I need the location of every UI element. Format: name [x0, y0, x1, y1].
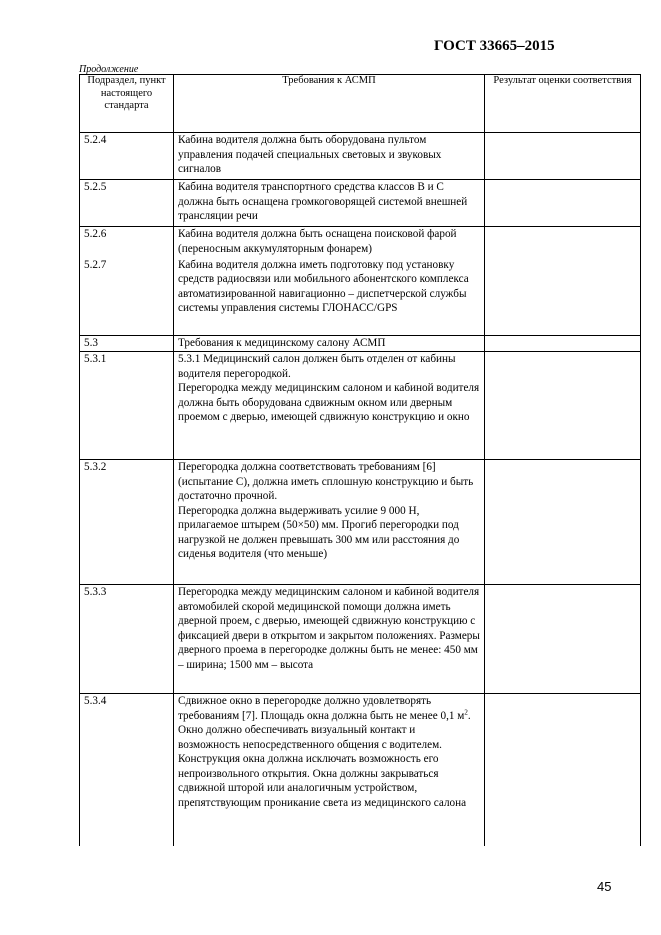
table-row — [80, 227, 641, 258]
table-header-row — [80, 75, 641, 133]
column-header-section: Подраздел, пункт настоящего стандарта — [80, 75, 174, 133]
row-text-part: . Окно должно обеспечивать визуальный контакт и возможность непосредственного общения с водителем. Конструкция окна должна исключать возможность его непроизвольного открытия. Окна должны закрываться сдвижной шторой или аналогичным устройством, препятствующим проникание света из медицинского салона — [178, 709, 471, 809]
row-result — [485, 258, 641, 336]
row-text: Кабина водителя транспортного средства классов В и С должна быть оснащена громкоговорящей системой внешней трансляции речи — [174, 180, 485, 227]
table-row — [80, 336, 641, 352]
row-text-content: 5.3.1 Медицинский салон должен быть отделен от кабины водителя перегородкой. Перегородка между медицинским салоном и кабиной водителя должна быть оборудована сдвижным окном или дверным проемом с дверью, имеющей сдвижную конструкцию и окно — [178, 353, 480, 423]
row-text: Перегородка должна соответствовать требованиям [6] (испытание С), должна иметь сплошную конструкцию и быть достаточно прочной. Перегородка должна выдерживать усилие 9 000 Н, прилагаемое штырем (50×50) мм. Прогиб перегородки под нагрузкой не должен превышать 300 мм или расстояния до сиденья водителя (что меньше) — [174, 460, 485, 585]
table-row — [80, 133, 641, 180]
row-number: 5.2.4 — [80, 133, 174, 180]
table-row — [80, 694, 641, 846]
row-number: 5.2.6 — [80, 227, 174, 258]
row-number: 5.2.5 — [80, 180, 174, 227]
row-result — [485, 336, 641, 352]
row-number: 5.3.3 — [80, 585, 174, 694]
page-number: 45 — [597, 879, 612, 894]
row-result — [485, 694, 641, 846]
column-header-result: Результат оценки соответствия — [485, 75, 641, 133]
table-row — [80, 258, 641, 336]
requirements-table — [79, 74, 641, 846]
superscript: 2 — [464, 707, 468, 716]
row-result — [485, 460, 641, 585]
row-number: 5.3.4 — [80, 694, 174, 846]
row-text-part: Сдвижное окно в перегородке должно удовлетворять требованиям [7]. Площадь окна должна быть не менее 0,1 м — [178, 695, 465, 722]
row-text: Кабина водителя должна быть оборудована пультом управления подачей специальных световых и звуковых сигналов — [174, 133, 485, 180]
row-number: 5.3.2 — [80, 460, 174, 585]
table-row — [80, 180, 641, 227]
row-result — [485, 227, 641, 258]
document-code: ГОСТ 33665–2015 — [434, 38, 555, 54]
row-number: 5.2.7 — [80, 258, 174, 336]
table-row — [80, 460, 641, 585]
row-text — [174, 694, 485, 846]
table-row — [80, 352, 641, 460]
row-text: Требования к медицинскому салону АСМП — [174, 336, 485, 352]
row-result — [485, 585, 641, 694]
table-row — [80, 585, 641, 694]
row-text: Перегородка между медицинским салоном и кабиной водителя автомобилей скорой медицинской помощи должна иметь дверной проем, с дверью, имеющей сдвижную конструкцию с фиксацией двери в открытом и закрытом положениях. Размеры дверного проема в перегородке должны быть не менее: 450 мм – ширина; 1500 мм – высота — [174, 585, 485, 694]
row-text — [174, 352, 485, 460]
row-number: 5.3.1 — [80, 352, 174, 460]
row-text: Кабина водителя должна иметь подготовку под установку средств радиосвязи или мобильного абонентского комплекса автоматизированной навигационно – диспетчерской службы системы управления системы ГЛОНАСС/GPS — [174, 258, 485, 336]
row-result — [485, 133, 641, 180]
row-result — [485, 180, 641, 227]
column-header-requirements: Требования к АСМП — [174, 75, 485, 133]
row-text: Кабина водителя должна быть оснащена поисковой фарой (переносным аккумуляторным фонарем) — [174, 227, 485, 258]
row-number: 5.3 — [80, 336, 174, 352]
row-result — [485, 352, 641, 460]
continuation-label: Продолжение — [79, 64, 139, 75]
